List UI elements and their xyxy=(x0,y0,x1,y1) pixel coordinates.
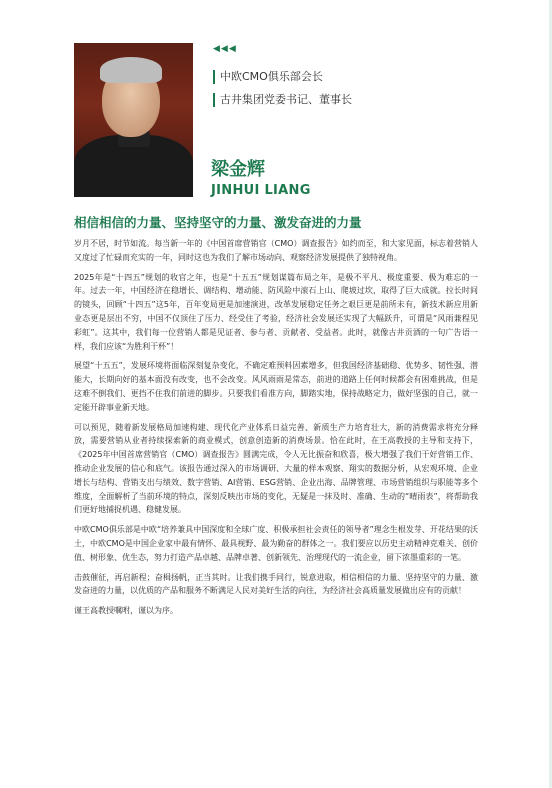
portrait-photo xyxy=(74,43,193,197)
article-heading: 相信相信的力量、坚持坚守的力量、激发奋进的力量 xyxy=(74,215,362,230)
paragraph: 岁月不居，时节如流。每当新一年的《中国首席营销官（CMO）调查报告》如约而至，和大家见面，标志着营销人又度过了忙碌而充实的一年，同时这也为我们了解市场动向、观察经济发展提供了独特视角。 xyxy=(74,239,478,262)
paragraph: 谨王高教授嘱咐，谨以为序。 xyxy=(74,606,178,616)
portrait-hair xyxy=(100,57,162,83)
paragraph: 击鼓催征，再启新程；奋楫扬帆，正当其时。让我们携手同行，锐意进取，相信相信的力量、坚持坚守的力量、激发奋进的力量，以优质的产品和服务不断满足人民对美好生活的向往，为经济社会高质量发展做出应有的贡献！ xyxy=(74,572,478,596)
author-name-chinese: 梁金辉 xyxy=(211,159,265,180)
paragraph: 可以预见，随着新发展格局加速构建、现代化产业体系日益完善、新质生产力培育壮大，新的消费需求将充分释放，需要营销从业者持续探索新的商业模式，创意创造新的消费场景。恰在此时，在王高教授的主导和支持下，《2025年中国首席营销官（CMO）调查报告》圆满完成，令人无比振奋和欣喜，极大增强了我们干好营销工作、推动企业发展的信心和底气。该报告通过深入的市场调研、大量的样本观察、翔实的数据分析，从宏观环境、企业增长与结构、营销支出与绩效、数字营销、AI营销、ESG营销、企业出海、品牌管理、市场营销组织与职能等多个维度，全面解析了当前环境的特点，深刻反映出市场的变化，无疑是一抹及时、准确、生动的“晴雨表”，将帮助我们更好地捕捉机遇、稳健发展。 xyxy=(74,422,478,515)
paragraph: 展望“十五五”，发展环境将面临深刻复杂变化，不确定难预料因素增多，但我国经济基础稳、优势多、韧性强、潜能大，长期向好的基本面没有改变，也不会改变。风风雨雨是常态，前进的道路上任何时候都会有困难挑战，但是这难不倒我们、更挡不住我们前进的脚步。只要我们看准方向，脚踏实地，保持战略定力，做好坚强的自己，就一定能开辟事业新天地。 xyxy=(74,361,478,412)
position-title-1: 中欧CMO俱乐部会长 xyxy=(213,70,323,84)
author-name-english: JINHUI LIANG xyxy=(211,183,311,198)
decorative-arrows-icon: ◀◀◀ xyxy=(213,44,237,54)
paragraph: 2025年是“十四五”规划的收官之年，也是“十五五”规划谋篇布局之年，是极不平凡、极度重要、极为难忘的一年。过去一年，中国经济在稳增长、调结构、增动能、防风险中滚石上山、爬坡过坎，取得了巨大成就。拉长时间的镜头，回顾“十四五”这5年，百年变局更是加速演进，改革发展稳定任务之艰巨更是前所未有，新技术新应用新业态更是层出不穷，中国不仅顶住了压力、经受住了考验，经济社会发展还实现了大幅跃升，可谓是“风雨兼程见彩虹”。这其中，我们每一位营销人都是见证者、参与者、贡献者、受益者。此时，就像古井贡酒的一句广告语一样，我们应该“为胜利干杯”！ xyxy=(74,272,478,351)
paragraph: 中欧CMO俱乐部是中欧“培养兼具中国深度和全球广度、积极承担社会责任的领导者”理念生根发芽、开花结果的沃土，中欧CMO是中国企业家中最有情怀、最具视野、最为勤奋的群体之一。我们要应以历史主动精神克难关、创价值、树形象、优生态，努力打造产品卓越、品牌卓著、创新领先、治理现代的一流企业，留下浓墨重彩的一笔。 xyxy=(74,525,478,562)
position-title-2: 古井集团党委书记、董事长 xyxy=(213,93,352,107)
article-body xyxy=(74,237,478,624)
